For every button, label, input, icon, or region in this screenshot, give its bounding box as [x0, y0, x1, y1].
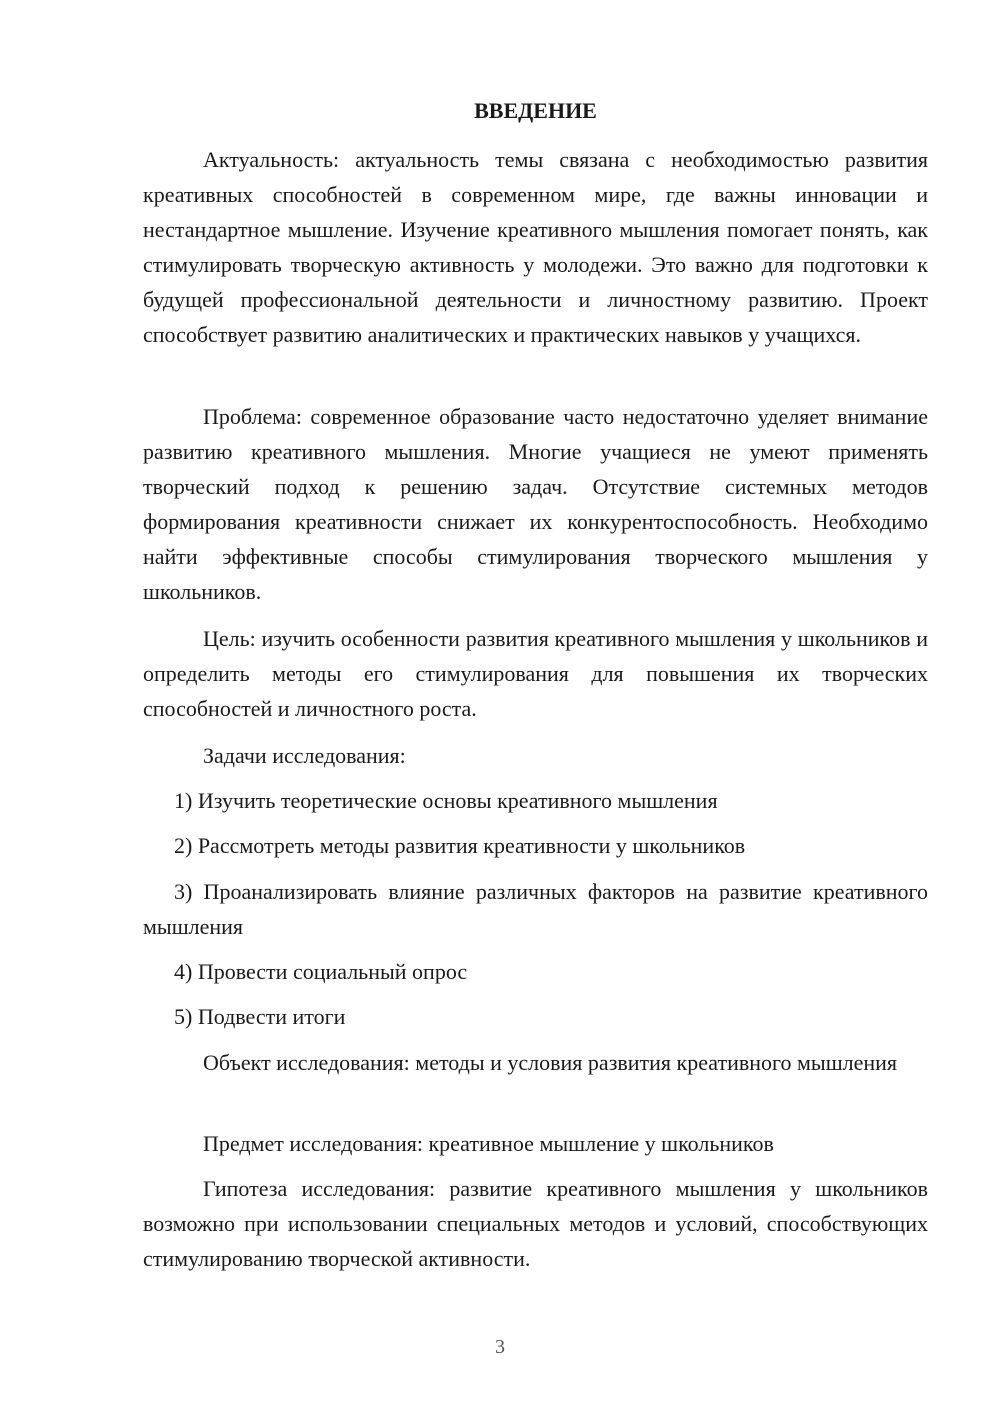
object-paragraph: Объект исследования: методы и условия развития креативного мышления	[203, 1050, 898, 1075]
task-item-2: 2) Рассмотреть методы развития креативности у школьников	[174, 833, 746, 858]
problem-paragraph: Проблема: современное образование часто недостаточно уделяет внимание развитию креативного мышления. Многие учащиеся не умеют применять творческий подход к решению задач. Отсутствие системных методов формирования креативности снижает их конкурентоспособность. Необходимо найти эффективные способы стимулирования творческого мышления у школьников.	[143, 404, 928, 604]
task-item-3: 3) Проанализировать влияние различных факторов на развитие креативного мышления	[143, 879, 928, 939]
hypothesis-paragraph: Гипотеза исследования: развитие креативного мышления у школьников возможно при использовании специальных методов и условий, способствующих стимулированию творческой активности.	[143, 1176, 928, 1271]
tasks-heading: Задачи исследования:	[203, 743, 406, 768]
task-item-4: 4) Провести социальный опрос	[174, 959, 468, 984]
page-number: 3	[495, 1336, 505, 1358]
task-item-1: 1) Изучить теоретические основы креативного мышления	[174, 788, 718, 813]
subject-paragraph: Предмет исследования: креативное мышление у школьников	[203, 1131, 774, 1156]
goal-paragraph: Цель: изучить особенности развития креативного мышления у школьников и определить методы его стимулирования для повышения их творческих способностей и личностного роста.	[143, 626, 928, 721]
task-item-5: 5) Подвести итоги	[174, 1004, 346, 1029]
section-heading: ВВЕДЕНИЕ	[474, 98, 597, 123]
relevance-paragraph: Актуальность: актуальность темы связана с необходимостью развития креативных способностей в современном мире, где важны инновации и нестандартное мышление. Изучение креативного мышления помогает понять, как стимулировать творческую активность у молодежи. Это важно для подготовки к будущей профессиональной деятельности и личностному развитию. Проект способствует развитию аналитических и практических навыков у учащихся.	[143, 147, 928, 347]
